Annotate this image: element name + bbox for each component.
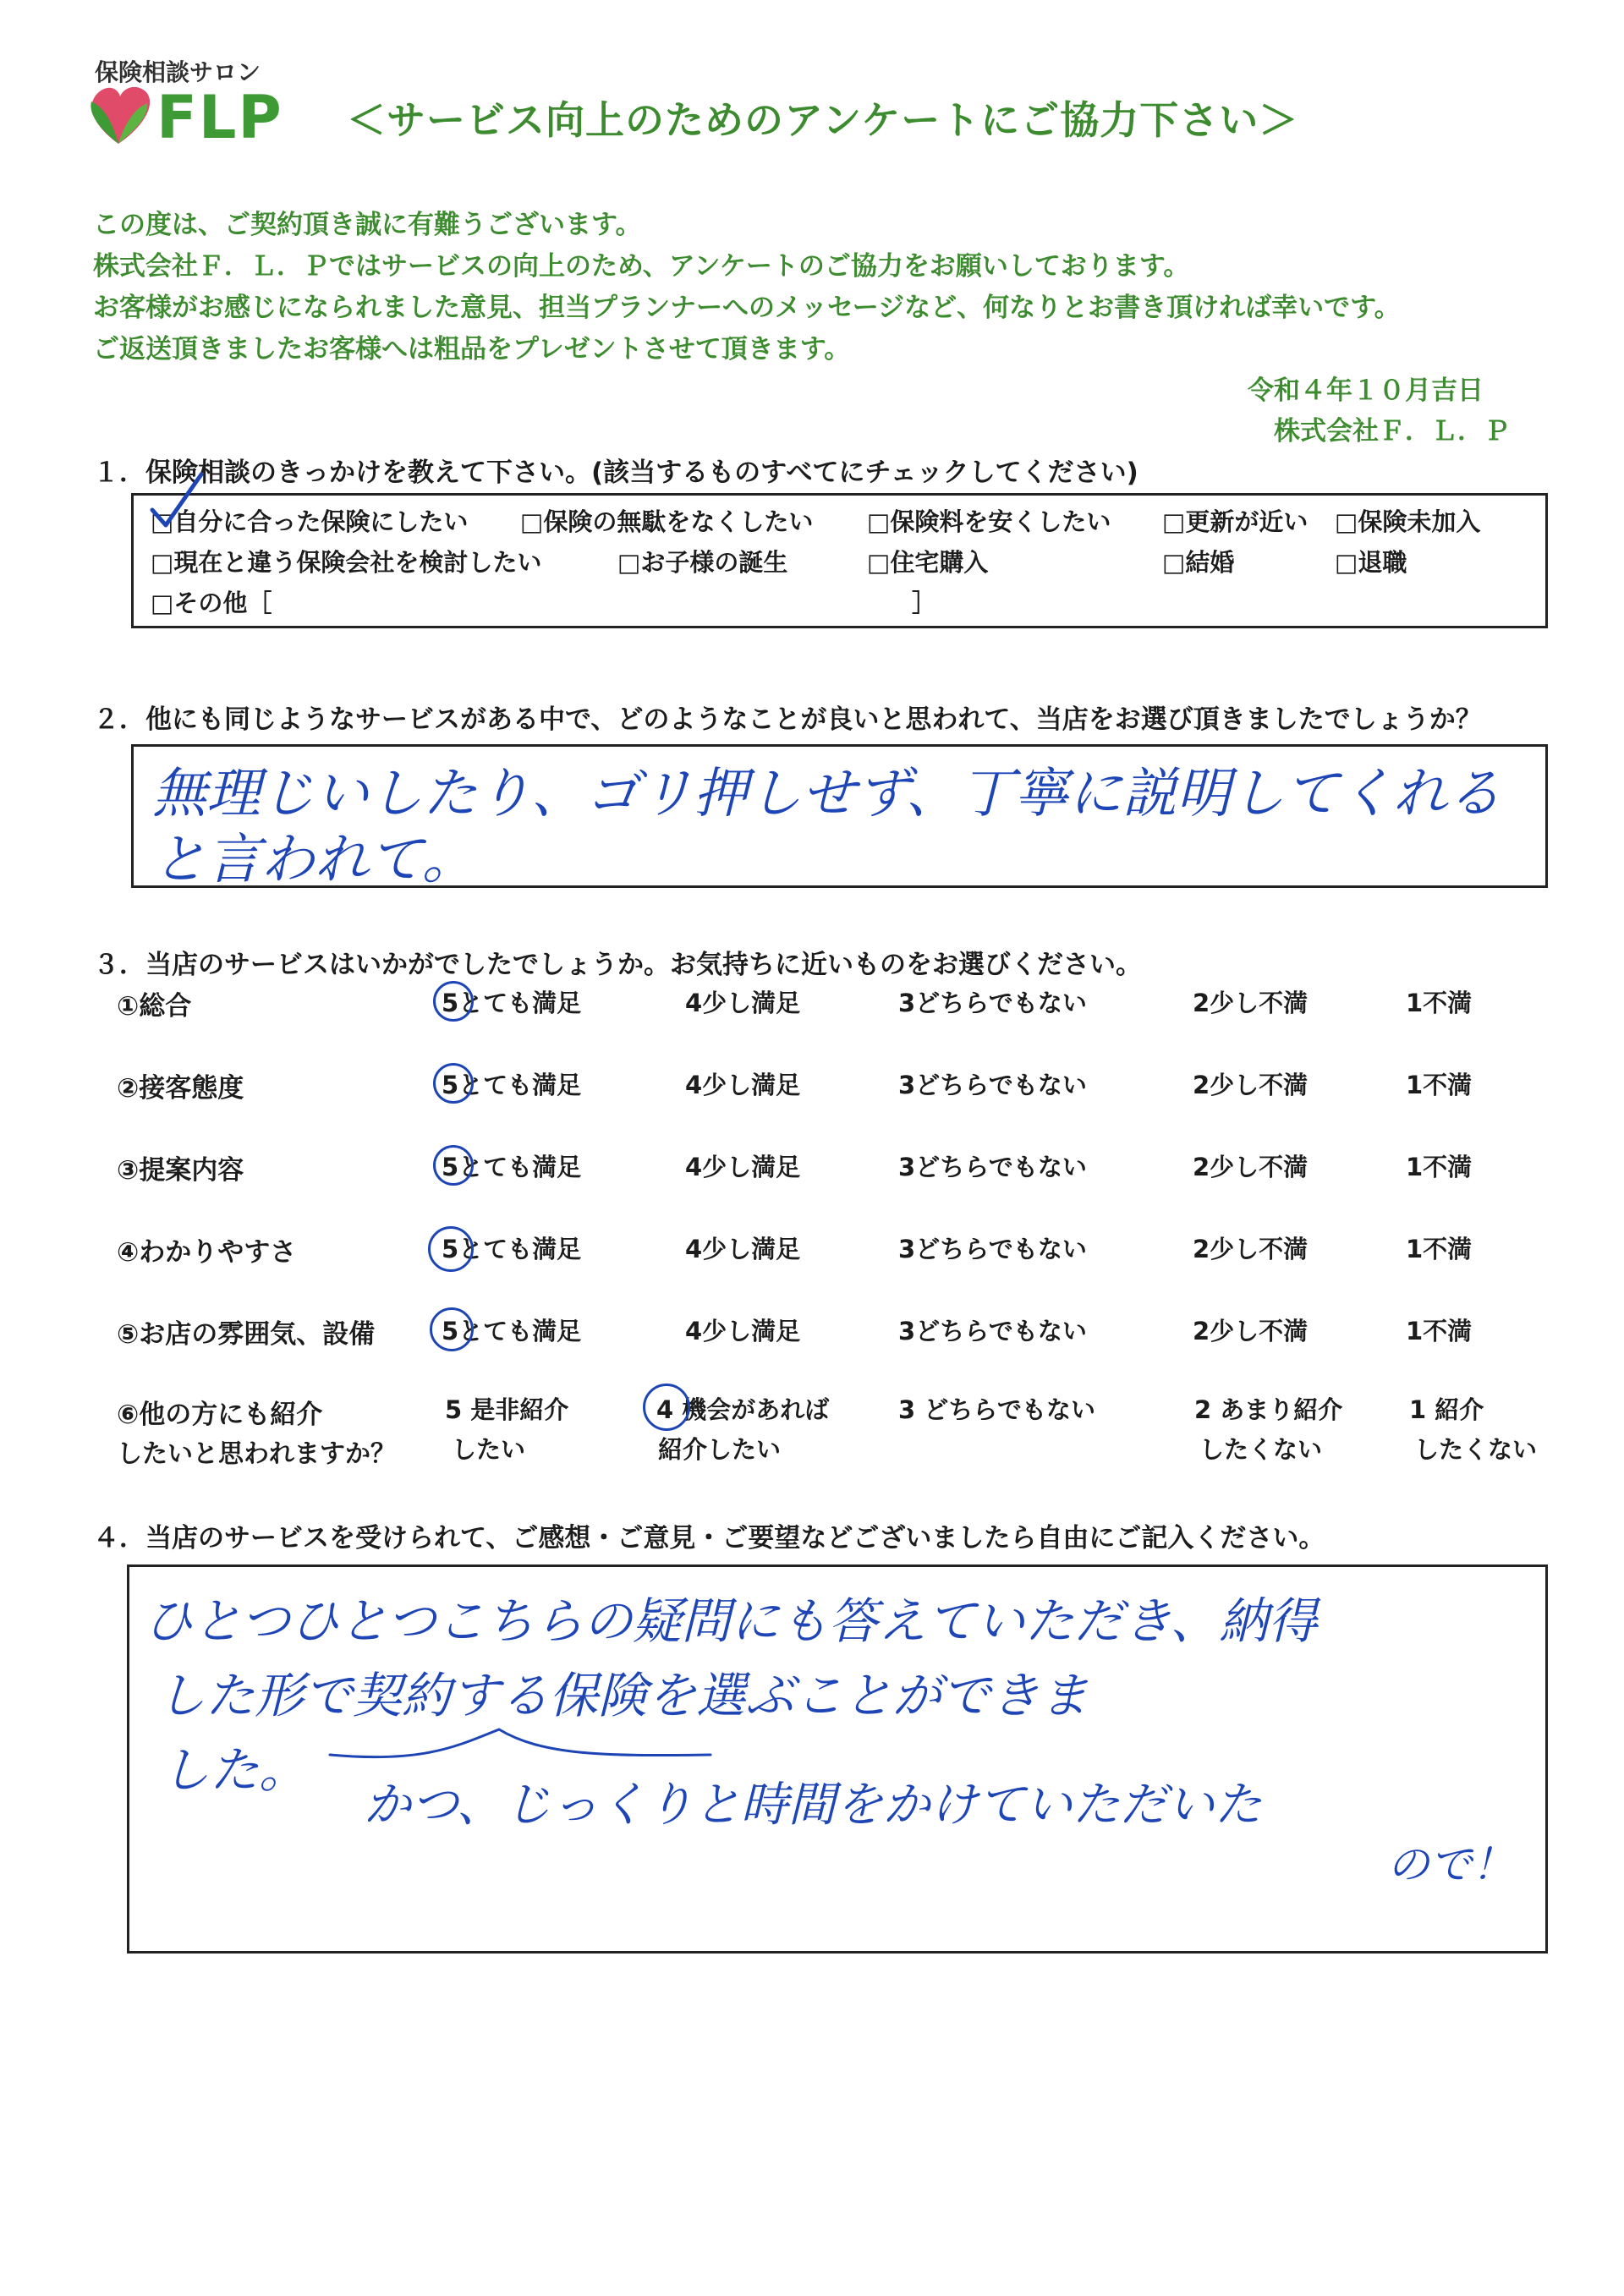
q3-overall-opt5[interactable]: 5とても満足 xyxy=(442,989,582,1017)
selection-circle-icon xyxy=(430,1307,474,1351)
intro-line-1: この度は、ご契約頂き誠に有難うございます。 xyxy=(93,210,642,240)
q3-recommend-opt5-line1[interactable]: 5 是非紹介 xyxy=(445,1395,569,1424)
q3-atmosphere-opt2[interactable]: 2少し不満 xyxy=(1193,1317,1309,1345)
q1-option-marriage[interactable]: □結婚 xyxy=(1162,548,1235,577)
q3-atmosphere-opt3[interactable]: 3どちらでもない xyxy=(898,1317,1087,1345)
q3-recommend-opt1-line1[interactable]: 1 紹介 xyxy=(1409,1395,1484,1424)
q3-row-label-proposal: ③提案内容 xyxy=(117,1155,244,1186)
q3-attitude-opt2[interactable]: 2少し不満 xyxy=(1193,1071,1309,1099)
q4-handwritten-line-1: ひとつひとつこちらの疑問にも答えていただき、納得 xyxy=(144,1592,1318,1650)
q3-overall-opt3[interactable]: 3どちらでもない xyxy=(898,989,1087,1017)
q3-atmosphere-opt5[interactable]: 5とても満足 xyxy=(442,1317,582,1345)
q3-attitude-opt3[interactable]: 3どちらでもない xyxy=(898,1071,1087,1099)
q3-attitude-opt1[interactable]: 1不満 xyxy=(1406,1071,1473,1099)
selection-circle-icon xyxy=(428,1226,474,1272)
q3-attitude-opt5[interactable]: 5とても満足 xyxy=(442,1071,582,1099)
checkmark-icon xyxy=(142,469,210,537)
q3-clarity-opt4[interactable]: 4少し満足 xyxy=(685,1235,801,1263)
q3-overall-opt4[interactable]: 4少し満足 xyxy=(685,989,801,1017)
q3-overall-opt2[interactable]: 2少し不満 xyxy=(1193,989,1309,1017)
q3-clarity-opt2[interactable]: 2少し不満 xyxy=(1193,1235,1309,1263)
q3-clarity-opt1[interactable]: 1不満 xyxy=(1406,1235,1473,1263)
q3-row-label-clarity: ④わかりやすさ xyxy=(117,1237,297,1268)
q3-recommend-opt2-line1[interactable]: 2 あまり紹介 xyxy=(1194,1395,1343,1424)
q3-atmosphere-opt4[interactable]: 4少し満足 xyxy=(685,1317,801,1345)
q1-option-other[interactable]: □その他［ xyxy=(151,589,272,617)
q1-title: １．保険相談のきっかけを教えて下さい。(該当するものすべてにチェックしてください) xyxy=(93,458,1138,488)
q3-overall-opt1[interactable]: 1不満 xyxy=(1406,989,1473,1017)
q1-option-other-company[interactable]: □現在と違う保険会社を検討したい xyxy=(151,548,542,577)
q1-option-waste[interactable]: □保険の無駄をなくしたい xyxy=(520,507,814,536)
logo-subtitle: 保険相談サロン xyxy=(95,58,261,86)
q1-option-retirement[interactable]: □退職 xyxy=(1335,548,1407,577)
selection-circle-icon xyxy=(433,1063,474,1104)
q3-row-label-atmosphere: ⑤お店の雰囲気、設備 xyxy=(117,1319,376,1350)
selection-circle-icon xyxy=(643,1384,690,1431)
q3-clarity-opt3[interactable]: 3どちらでもない xyxy=(898,1235,1087,1263)
q3-clarity-opt5[interactable]: 5とても満足 xyxy=(442,1235,582,1263)
q3-recommend-label-line2: したいと思われますか？ xyxy=(117,1439,396,1469)
q4-title: ４．当店のサービスを受けられて、ご感想・ご意見・ご要望などございましたら自由にご記入ください。 xyxy=(93,1523,1325,1553)
q3-proposal-opt2[interactable]: 2少し不満 xyxy=(1193,1153,1309,1181)
intro-line-4: ご返送頂きましたお客様へは粗品をプレゼントさせて頂きます。 xyxy=(93,334,851,364)
q3-attitude-opt4[interactable]: 4少し満足 xyxy=(685,1071,801,1099)
q3-recommend-opt2-line2: したくない xyxy=(1199,1435,1323,1464)
q3-proposal-opt5[interactable]: 5とても満足 xyxy=(442,1153,582,1181)
q3-proposal-opt3[interactable]: 3どちらでもない xyxy=(898,1153,1087,1181)
q3-recommend-label-line1: ⑥他の方にも紹介 xyxy=(117,1400,323,1430)
q3-recommend-opt1-line2: したくない xyxy=(1414,1435,1538,1464)
q3-recommend-opt5-line2: したい xyxy=(452,1435,526,1464)
q3-row-label-attitude: ②接客態度 xyxy=(117,1073,244,1104)
q2-handwritten-answer: 無理じいしたり、ゴリ押しせず、丁寧に説明してくれると言われて。 xyxy=(152,763,1501,891)
q1-option-home-purchase[interactable]: □住宅購入 xyxy=(867,548,989,577)
q4-handwritten-line-4: かつ、じっくりと時間をかけていただいた xyxy=(364,1778,1262,1833)
q1-option-renewal[interactable]: □更新が近い xyxy=(1162,507,1309,536)
intro-line-3: お客様がお感じになられました意見、担当プランナーへのメッセージなど、何なりとお書き頂ければ幸いです。 xyxy=(93,293,1401,323)
selection-circle-icon xyxy=(433,981,474,1022)
q1-option-fit[interactable]: □自分に合った保険にしたい xyxy=(151,507,469,536)
handwritten-underline-stroke-icon xyxy=(321,1721,727,1789)
q2-title: ２．他にも同じようなサービスがある中で、どのようなことが良いと思われて、当店をお選び頂きましたでしょうか？ xyxy=(93,704,1482,735)
issue-date: 令和４年１０月吉日 xyxy=(1248,375,1484,406)
page-title: ＜サービス向上のためのアンケートにご協力下さい＞ xyxy=(347,97,1299,143)
q3-recommend-opt4-line1[interactable]: 4 機会があれば xyxy=(656,1395,830,1424)
q3-title: ３．当店のサービスはいかがでしたでしょうか。お気持ちに近いものをお選びください。 xyxy=(93,950,1142,980)
q3-proposal-opt1[interactable]: 1不満 xyxy=(1406,1153,1473,1181)
q1-other-close-bracket: ］ xyxy=(912,589,937,617)
q3-atmosphere-opt1[interactable]: 1不満 xyxy=(1406,1317,1473,1345)
q3-recommend-opt3[interactable]: 3 どちらでもない xyxy=(898,1395,1095,1424)
q3-row-label-overall: ①総合 xyxy=(117,991,192,1022)
company-name: 株式会社Ｆ．Ｌ．Ｐ xyxy=(1274,416,1510,447)
intro-line-2: 株式会社Ｆ．Ｌ．Ｐではサービスの向上のため、アンケートのご協力をお願いしております。 xyxy=(93,251,1190,282)
q3-recommend-opt4-line2: 紹介したい xyxy=(658,1435,782,1464)
q4-handwritten-line-2: した形で契約する保険を選ぶことができま xyxy=(156,1667,1089,1724)
q1-option-cheaper[interactable]: □保険料を安くしたい xyxy=(867,507,1111,536)
q4-handwritten-line-3: した。 xyxy=(161,1741,309,1799)
q4-handwritten-line-5: ので！ xyxy=(1387,1840,1514,1889)
q1-option-uninsured[interactable]: □保険未加入 xyxy=(1335,507,1481,536)
selection-circle-icon xyxy=(433,1145,474,1186)
logo-wordmark: FLP xyxy=(156,83,283,152)
q3-proposal-opt4[interactable]: 4少し満足 xyxy=(685,1153,801,1181)
q1-option-child-birth[interactable]: □お子様の誕生 xyxy=(617,548,788,577)
